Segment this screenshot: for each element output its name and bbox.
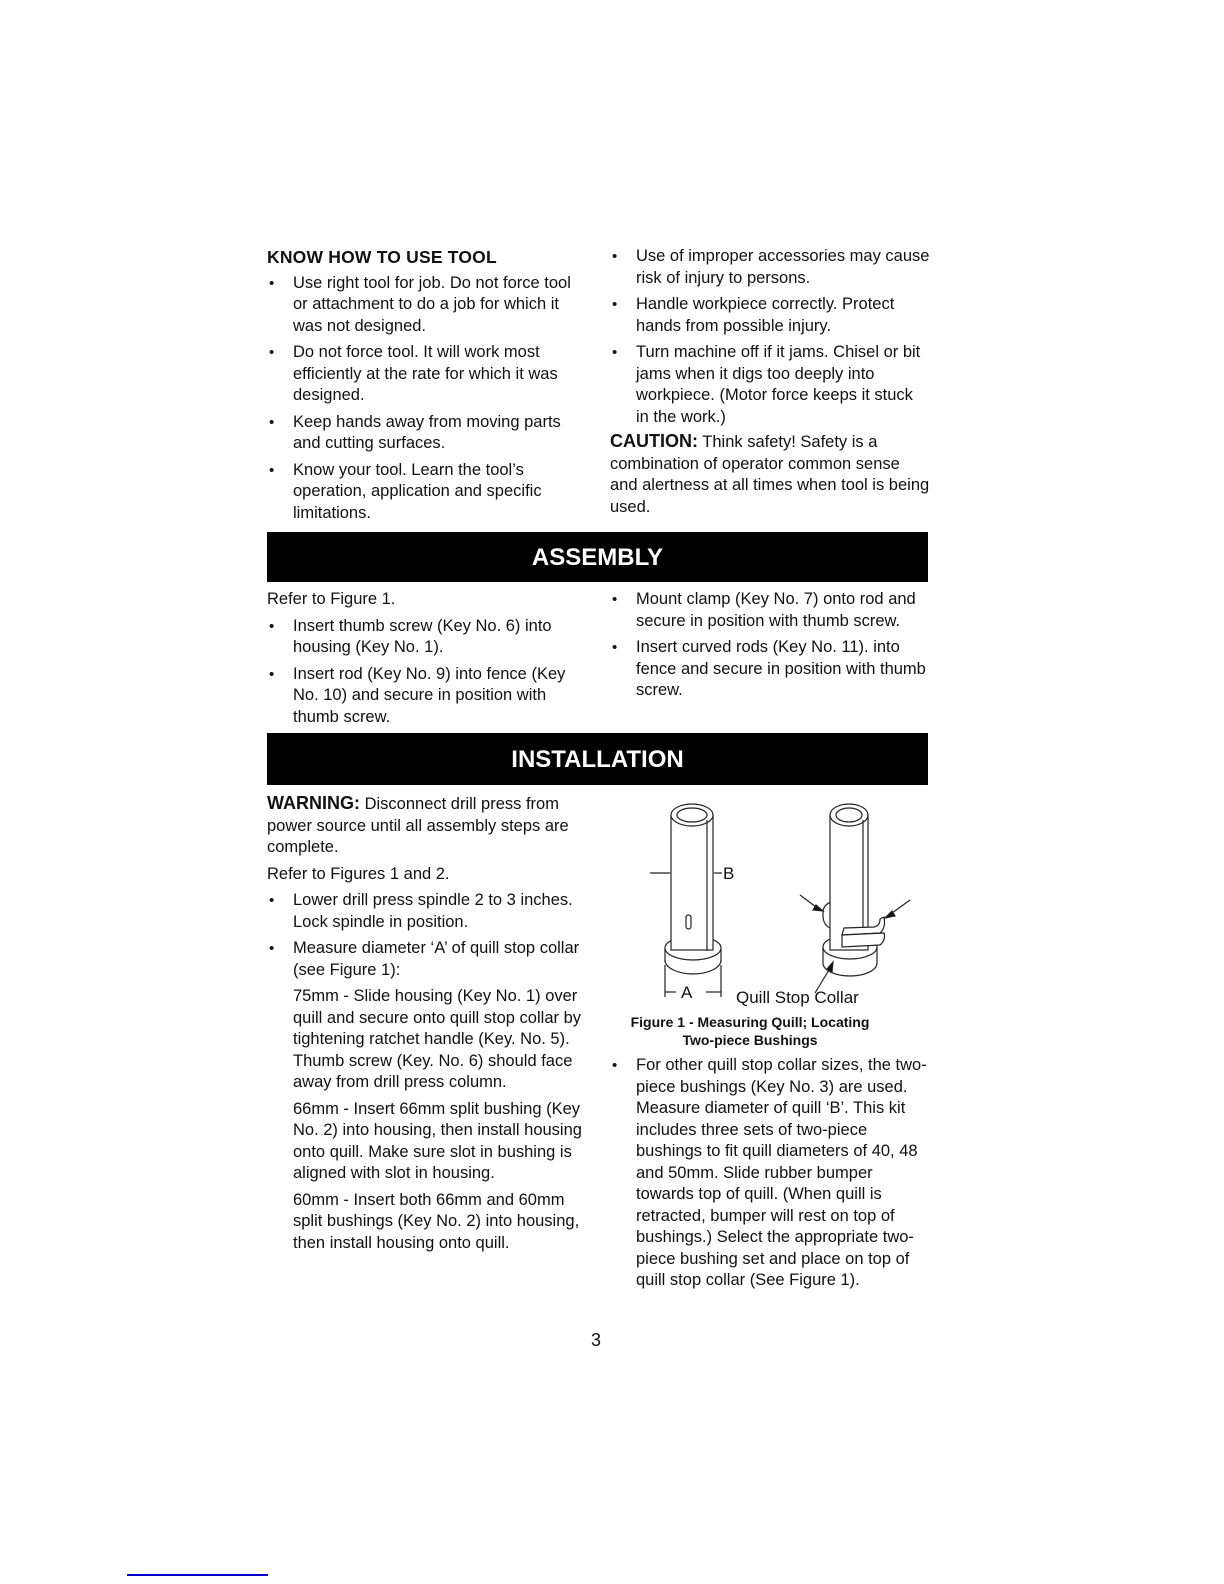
- quill-diagram-right: [800, 804, 910, 993]
- list-item: • For other quill stop collar sizes, the two-piece bushings (Key No. 3) are used. Measure diameter of quill ‘B’. This kit includes three sets of two-piece bushings to fit quill diameters of 40, 48 and 50mm. Slide rubber bumper towards top of quill. (When quill is retracted, bumper will rest on top of bushings.) Select the appropriate two-piece bushing set and place on top of quill stop collar (See Figure 1).: [610, 1055, 928, 1292]
- label-quill-stop-collar: Quill Stop Collar: [736, 988, 859, 1007]
- list-item: • Use right tool for job. Do not force tool or attachment to do a job for which it was not designed.: [267, 273, 587, 338]
- warning-note: WARNING: Disconnect drill press from power source until all assembly steps are complete.: [267, 793, 569, 856]
- label-b: B: [723, 864, 735, 883]
- footer-rule: [127, 1574, 268, 1576]
- caution-note: CAUTION: Think safety! Safety is a combination of operator common sense and alertness at all times when tool is being used.: [610, 431, 930, 516]
- quill-diagram-left: [650, 804, 722, 997]
- list-item: • Insert curved rods (Key No. 11). into fence and secure in position with thumb screw.: [610, 637, 930, 702]
- list-item: • Insert thumb screw (Key No. 6) into housing (Key No. 1).: [267, 616, 587, 659]
- page-number: 3: [591, 1330, 602, 1350]
- know-left-column: [267, 247, 587, 529]
- list-item: • Do not force tool. It will work most efficiently at the rate for which it was designed.: [267, 342, 587, 407]
- installation-left-column: [267, 793, 587, 1259]
- size-60mm: 60mm - Insert both 66mm and 60mm split bushings (Key No. 2) into housing, then install housing onto quill.: [293, 1190, 580, 1252]
- size-66mm: 66mm - Insert 66mm split bushing (Key No. 2) into housing, then install housing onto quill. Make sure slot in bushing is aligned with slot in housing.: [293, 1099, 582, 1182]
- assembly-intro: Refer to Figure 1.: [267, 590, 396, 608]
- list-item: • Turn machine off if it jams. Chisel or bit jams when it digs too deeply into workpiece. (Motor force keeps it stuck in the work.): [610, 342, 930, 428]
- size-75mm: 75mm - Slide housing (Key No. 1) over quill and secure onto quill stop collar by tightening ratchet handle (Key. No. 5). Thumb screw (Key. No. 6) should face away from drill press column.: [293, 987, 582, 1091]
- assembly-right-column: [610, 589, 930, 707]
- list-item: • Handle workpiece correctly. Protect hands from possible injury.: [610, 294, 930, 337]
- list-item: • Mount clamp (Key No. 7) onto rod and secure in position with thumb screw.: [610, 589, 930, 632]
- list-item: • Lower drill press spindle 2 to 3 inches. Lock spindle in position.: [267, 890, 587, 933]
- know-right-column: [610, 246, 930, 523]
- figure-caption: [600, 1013, 900, 1049]
- caption-line: Figure 1 - Measuring Quill; Locating: [630, 1014, 870, 1030]
- installation-banner: INSTALLATION: [267, 733, 928, 785]
- installation-right-column: [610, 1055, 928, 1297]
- list-item: • Insert rod (Key No. 9) into fence (Key No. 10) and secure in position with thumb screw.: [267, 664, 587, 729]
- list-item: • Keep hands away from moving parts and cutting surfaces.: [267, 412, 587, 455]
- section-heading: KNOW HOW TO USE TOOL: [267, 247, 497, 267]
- list-item: • Measure diameter ‘A’ of quill stop collar (see Figure 1):: [267, 938, 587, 981]
- list-item: • Know your tool. Learn the tool’s operation, application and specific limitations.: [267, 460, 587, 525]
- list-item: • Use of improper accessories may cause risk of injury to persons.: [610, 246, 930, 289]
- figure-1-illustration: [610, 785, 930, 1015]
- caption-line: Two-piece Bushings: [682, 1032, 818, 1048]
- installation-intro: Refer to Figures 1 and 2.: [267, 864, 450, 883]
- assembly-left-column: [267, 589, 587, 733]
- label-a: A: [681, 983, 693, 1002]
- assembly-banner: ASSEMBLY: [267, 532, 928, 582]
